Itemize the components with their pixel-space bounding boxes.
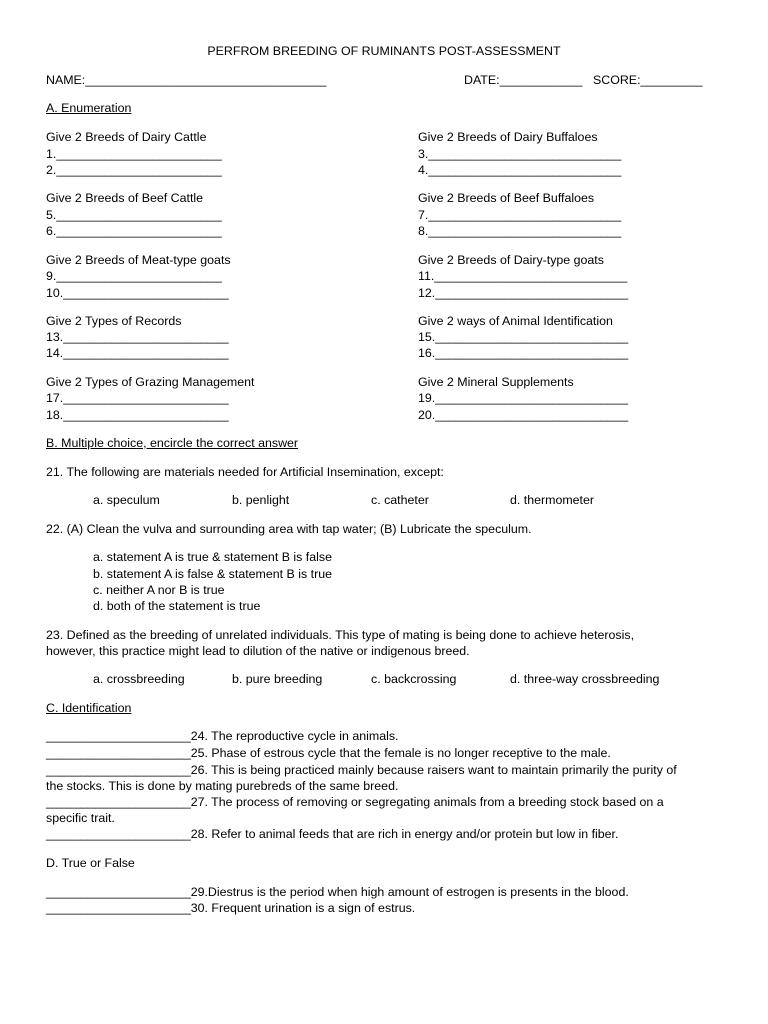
question-24[interactable]: _____________________24. The reproductive cycle in animals. [46, 729, 399, 743]
enum-answer-8[interactable]: 8.____________________________ [418, 224, 622, 238]
page-title: PERFROM BREEDING OF RUMINANTS POST-ASSESSMENT [207, 44, 561, 58]
enum-label: Give 2 Breeds of Meat-type goats [46, 253, 231, 267]
question-22: 22. (A) Clean the vulva and surrounding area with tap water; (B) Lubricate the speculum. [46, 522, 532, 536]
enum-answer-15[interactable]: 15.____________________________ [418, 330, 629, 344]
q21-option-d[interactable]: d. thermometer [510, 493, 595, 507]
enum-label: Give 2 Types of Grazing Management [46, 375, 255, 389]
enum-answer-10[interactable]: 10.________________________ [46, 286, 229, 300]
enum-answer-7[interactable]: 7.____________________________ [418, 208, 622, 222]
enum-label: Give 2 Breeds of Beef Buffaloes [418, 191, 595, 205]
enum-label: Give 2 Breeds of Beef Cattle [46, 191, 204, 205]
enum-answer-16[interactable]: 16.____________________________ [418, 346, 629, 360]
question-27-line-2: specific trait. [46, 811, 115, 825]
enum-answer-2[interactable]: 2.________________________ [46, 163, 222, 177]
enum-label: Give 2 Breeds of Dairy Buffaloes [418, 130, 598, 144]
enum-answer-3[interactable]: 3.____________________________ [418, 147, 622, 161]
enum-answer-1[interactable]: 1.________________________ [46, 147, 222, 161]
question-23-line-1: 23. Defined as the breeding of unrelated individuals. This type of mating is being done to achieve heterosis, [46, 628, 635, 642]
question-29[interactable]: _____________________29.Diestrus is the period when high amount of estrogen is presents in the blood. [46, 885, 629, 899]
score-field[interactable]: SCORE:_________ [593, 73, 703, 87]
enum-label: Give 2 ways of Animal Identification [418, 314, 613, 328]
enum-answer-18[interactable]: 18.________________________ [46, 408, 229, 422]
question-21: 21. The following are materials needed for Artificial Insemination, except: [46, 465, 444, 479]
q21-option-b[interactable]: b. penlight [232, 493, 290, 507]
q22-option-c[interactable]: c. neither A nor B is true [93, 583, 225, 597]
enum-label: Give 2 Mineral Supplements [418, 375, 574, 389]
q21-option-a[interactable]: a. speculum [93, 493, 160, 507]
q22-option-b[interactable]: b. statement A is false & statement B is true [93, 567, 332, 581]
enum-answer-13[interactable]: 13.________________________ [46, 330, 229, 344]
enum-answer-5[interactable]: 5.________________________ [46, 208, 222, 222]
q23-option-c[interactable]: c. backcrossing [371, 672, 457, 686]
q23-option-a[interactable]: a. crossbreeding [93, 672, 185, 686]
question-23-line-2: however, this practice might lead to dilution of the native or indigenous breed. [46, 644, 470, 658]
q21-option-c[interactable]: c. catheter [371, 493, 429, 507]
q23-option-b[interactable]: b. pure breeding [232, 672, 323, 686]
enum-label: Give 2 Breeds of Dairy-type goats [418, 253, 604, 267]
section-b-heading: B. Multiple choice, encircle the correct answer [46, 436, 299, 450]
enum-answer-4[interactable]: 4.____________________________ [418, 163, 622, 177]
section-d-heading: D. True or False [46, 856, 135, 870]
question-28[interactable]: _____________________28. Refer to animal feeds that are rich in energy and/or protein but low in fiber. [46, 827, 619, 841]
enum-label: Give 2 Breeds of Dairy Cattle [46, 130, 207, 144]
enum-answer-17[interactable]: 17.________________________ [46, 391, 229, 405]
enum-answer-20[interactable]: 20.____________________________ [418, 408, 629, 422]
q22-option-d[interactable]: d. both of the statement is true [93, 599, 261, 613]
name-field[interactable]: NAME:___________________________________ [46, 73, 327, 87]
section-c-heading: C. Identification [46, 701, 132, 715]
enum-answer-11[interactable]: 11.____________________________ [418, 269, 628, 283]
q22-option-a[interactable]: a. statement A is true & statement B is false [93, 550, 332, 564]
enum-answer-12[interactable]: 12.____________________________ [418, 286, 629, 300]
question-26-line-2: the stocks. This is done by mating purebreds of the same breed. [46, 779, 399, 793]
question-25[interactable]: _____________________25. Phase of estrous cycle that the female is no longer receptive to the male. [46, 746, 611, 760]
date-field[interactable]: DATE:____________ [464, 73, 583, 87]
question-26-line-1[interactable]: _____________________26. This is being practiced mainly because raisers want to maintain primarily the purity of [46, 763, 677, 777]
enum-answer-9[interactable]: 9.________________________ [46, 269, 222, 283]
q23-option-d[interactable]: d. three-way crossbreeding [510, 672, 660, 686]
enum-answer-14[interactable]: 14.________________________ [46, 346, 229, 360]
enum-label: Give 2 Types of Records [46, 314, 182, 328]
question-30[interactable]: _____________________30. Frequent urination is a sign of estrus. [46, 901, 416, 915]
question-27-line-1[interactable]: _____________________27. The process of removing or segregating animals from a breeding stock based on a [46, 795, 664, 809]
enum-answer-19[interactable]: 19.____________________________ [418, 391, 629, 405]
section-a-heading: A. Enumeration [46, 101, 132, 115]
enum-answer-6[interactable]: 6.________________________ [46, 224, 222, 238]
